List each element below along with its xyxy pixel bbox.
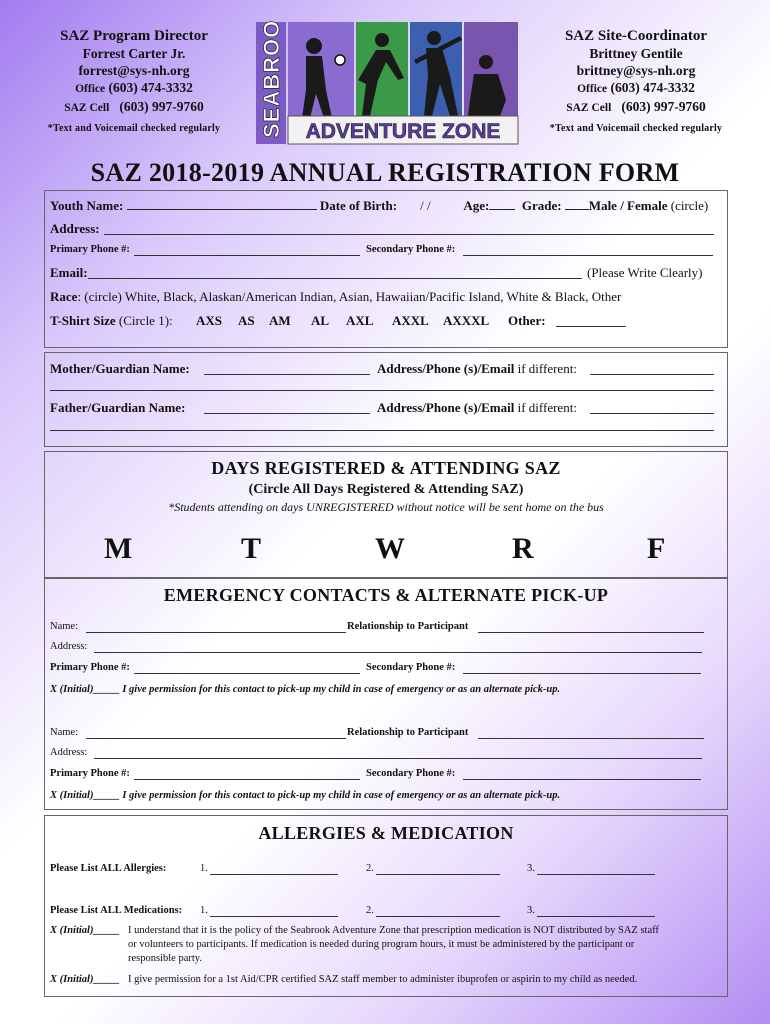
tshirt-size-axxl[interactable]: AXXL — [392, 313, 429, 328]
tshirt-size-al[interactable]: AL — [311, 313, 330, 328]
mother-name-field[interactable] — [204, 374, 370, 375]
contact2-secondary-phone-field[interactable] — [463, 779, 701, 780]
contact1-name-field[interactable] — [86, 632, 346, 633]
director-office-phone: (603) 474-3332 — [108, 80, 193, 95]
youth-secondary-phone-label: Secondary Phone #: — [366, 244, 456, 255]
contact2-address-label: Address: — [50, 747, 88, 758]
coordinator-email: brittney@sys-nh.org — [576, 63, 696, 78]
allergy-num-2: 2. — [366, 863, 374, 874]
youth-address-label: Address: — [50, 221, 100, 236]
policy-line-1: I understand that it is the policy of the Seabrook Adventure Zone that prescription medication is NOT distributed by SAZ staff — [128, 925, 659, 936]
contact1-permission-text: I give permission for this contact to pick-up my child in case of emergency or as an alternate pick-up. — [122, 684, 561, 695]
age-label: Age: — [463, 198, 490, 213]
aid-permission-text: I give permission for a 1st Aid/CPR certified SAZ staff member to administer ibuprofen or aspirin to my child as needed. — [128, 974, 638, 985]
allergy-num-1: 1. — [200, 863, 208, 874]
allergies-label: Please List ALL Allergies: — [50, 863, 167, 874]
contact2-initial-field[interactable]: X (Initial)_____ — [50, 790, 120, 801]
youth-address-field[interactable] — [104, 234, 714, 235]
dob-label: Date of Birth: — [319, 198, 398, 213]
day-wednesday[interactable]: W — [375, 532, 405, 565]
seabrook-adventure-zone-logo — [254, 20, 520, 146]
director-note: *Text and Voicemail checked regularly — [47, 123, 221, 134]
youth-phone-row — [50, 244, 130, 255]
medication-field-1[interactable] — [210, 916, 338, 917]
contact1-secondary-phone-field[interactable] — [463, 673, 701, 674]
mother-extra-line[interactable] — [50, 390, 714, 391]
allergy-field-1[interactable] — [210, 874, 338, 875]
tshirt-other-field[interactable] — [556, 326, 626, 327]
director-cell-phone: (603) 997-9760 — [119, 99, 204, 114]
email-note: (Please Write Clearly) — [587, 265, 703, 280]
allergy-num-3: 3. — [527, 863, 535, 874]
site-coordinator-contact — [526, 28, 746, 137]
day-thursday[interactable]: R — [512, 532, 534, 565]
logo-banner-text: ADVENTURE ZONE — [305, 120, 501, 143]
youth-email-field[interactable] — [88, 278, 582, 279]
youth-primary-phone-label: Primary Phone #: — [50, 244, 130, 255]
emergency-title: EMERGENCY CONTACTS & ALTERNATE PICK-UP — [163, 585, 609, 605]
coordinator-cell-label: SAZ Cell — [566, 102, 612, 114]
father-address-suffix: if different: — [517, 400, 577, 415]
contact2-permission-text: I give permission for this contact to pick-up my child in case of emergency or as an alternate pick-up. — [122, 790, 561, 801]
youth-row-1 — [50, 197, 708, 214]
contact2-name-label: Name: — [50, 727, 78, 738]
contact2-relationship-field[interactable] — [478, 738, 704, 739]
tshirt-size-axl[interactable]: AXL — [346, 313, 374, 328]
director-cell-label: SAZ Cell — [64, 102, 110, 114]
gender-options[interactable]: Male / Female — [588, 198, 668, 213]
medications-label: Please List ALL Medications: — [50, 905, 183, 916]
race-label: Race — [50, 289, 78, 304]
form-title: SAZ 2018-2019 ANNUAL REGISTRATION FORM — [90, 158, 680, 187]
father-extra-line[interactable] — [50, 430, 714, 431]
youth-address-row — [50, 221, 100, 237]
medication-num-1: 1. — [200, 905, 208, 916]
father-name-label: Father/Guardian Name: — [50, 400, 186, 415]
contact1-relationship-field[interactable] — [478, 632, 704, 633]
contact1-address-label: Address: — [50, 641, 88, 652]
contact1-name-label: Name: — [50, 621, 78, 632]
dob-field[interactable]: / / — [420, 198, 431, 213]
contact2-primary-phone-field[interactable] — [134, 779, 360, 780]
age-field[interactable] — [489, 197, 515, 210]
contact2-secondary-phone-label: Secondary Phone #: — [366, 768, 456, 779]
youth-email-label: Email: — [50, 265, 88, 280]
father-address-field[interactable] — [590, 413, 714, 414]
medication-field-2[interactable] — [376, 916, 500, 917]
gender-note: (circle) — [670, 198, 709, 213]
contact1-address-field[interactable] — [94, 652, 702, 653]
grade-field[interactable] — [565, 197, 589, 210]
day-tuesday[interactable]: T — [241, 532, 262, 565]
youth-name-label: Youth Name: — [50, 198, 124, 213]
medication-num-2: 2. — [366, 905, 374, 916]
tshirt-size-as[interactable]: AS — [238, 313, 255, 328]
days-subtitle: (Circle All Days Registered & Attending SAZ) — [248, 482, 524, 497]
tshirt-size-axs[interactable]: AXS — [196, 313, 223, 328]
days-title: DAYS REGISTERED & ATTENDING SAZ — [211, 458, 561, 478]
aid-initial-field[interactable]: X (Initial)_____ — [50, 974, 120, 985]
contact2-primary-phone-label: Primary Phone #: — [50, 768, 130, 779]
allergies-title: ALLERGIES & MEDICATION — [258, 823, 514, 843]
contact1-initial-field[interactable]: X (Initial)_____ — [50, 684, 120, 695]
contact1-secondary-phone-label: Secondary Phone #: — [366, 662, 456, 673]
policy-line-2: or volunteers to participants. If medication is needed during program hours, it must be administered by the participant or — [128, 939, 635, 950]
tshirt-label: T-Shirt Size — [50, 313, 116, 328]
tshirt-other-label: Other: — [508, 313, 546, 328]
race-row — [50, 289, 621, 305]
allergy-field-3[interactable] — [537, 874, 655, 875]
contact2-relationship-label: Relationship to Participant — [347, 727, 469, 738]
tshirt-note: (Circle 1): — [118, 313, 173, 328]
mother-name-label: Mother/Guardian Name: — [50, 361, 190, 376]
youth-primary-phone-field[interactable] — [134, 255, 360, 256]
coordinator-office-phone: (603) 474-3332 — [610, 80, 695, 95]
medication-field-3[interactable] — [537, 916, 655, 917]
director-office-label: Office — [75, 83, 106, 95]
coordinator-office-label: Office — [577, 83, 608, 95]
director-email: forrest@sys-nh.org — [78, 63, 190, 78]
coordinator-name: Brittney Gentile — [589, 46, 683, 61]
day-monday[interactable]: M — [104, 532, 133, 565]
mother-address-suffix: if different: — [517, 361, 577, 376]
youth-secondary-phone-field[interactable] — [463, 255, 713, 256]
coordinator-cell-phone: (603) 997-9760 — [621, 99, 706, 114]
logo-vertical-text: SEABROOK — [259, 20, 284, 138]
contact1-primary-phone-label: Primary Phone #: — [50, 662, 130, 673]
father-address-label: Address/Phone (s)/Email — [377, 400, 515, 415]
director-title: SAZ Program Director — [60, 28, 208, 44]
days-note: *Students attending on days UNREGISTERED without notice will be sent home on the bus — [168, 500, 604, 514]
tshirt-row — [50, 313, 173, 329]
program-director-contact — [24, 28, 244, 137]
coordinator-title: SAZ Site-Coordinator — [564, 28, 708, 44]
contact1-primary-phone-field[interactable] — [134, 673, 360, 674]
contact2-address-field[interactable] — [94, 758, 702, 759]
race-options[interactable]: : (circle) White, Black, Alaskan/American Indian, Asian, Hawaiian/Pacific Island, White & Black, Other — [77, 289, 622, 304]
grade-label: Grade: — [521, 198, 562, 213]
contact1-relationship-label: Relationship to Participant — [347, 621, 469, 632]
policy-initial-field[interactable]: X (Initial)_____ — [50, 925, 120, 936]
youth-name-field[interactable] — [127, 197, 317, 210]
medication-num-3: 3. — [527, 905, 535, 916]
mother-address-field[interactable] — [590, 374, 714, 375]
father-name-field[interactable] — [204, 413, 370, 414]
contact2-name-field[interactable] — [86, 738, 346, 739]
policy-line-3: responsible party. — [128, 953, 202, 964]
day-friday[interactable]: F — [647, 532, 666, 565]
tshirt-size-axxxl[interactable]: AXXXL — [443, 313, 490, 328]
director-name: Forrest Carter Jr. — [82, 46, 186, 61]
coordinator-note: *Text and Voicemail checked regularly — [549, 123, 723, 134]
tshirt-size-am[interactable]: AM — [269, 313, 291, 328]
allergy-field-2[interactable] — [376, 874, 500, 875]
mother-address-label: Address/Phone (s)/Email — [377, 361, 515, 376]
